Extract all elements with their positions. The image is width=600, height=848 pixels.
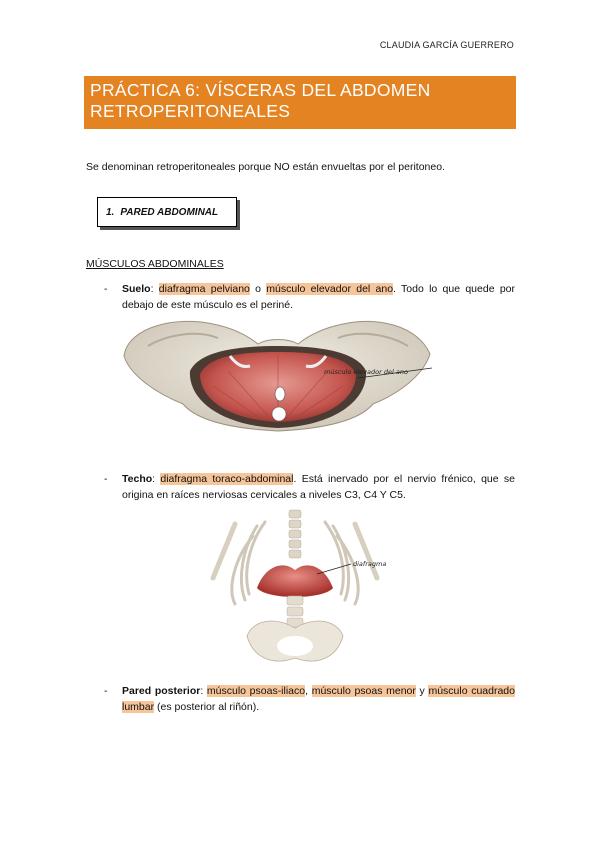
bullet-term: Pared posterior [122, 685, 201, 697]
section-number: 1. [106, 206, 115, 218]
separator: , [305, 685, 312, 697]
page-title-line-1: PRÁCTICA 6: VÍSCERAS DEL ABDOMEN [90, 80, 431, 100]
diaphragm-figure [205, 508, 405, 668]
connector: y [415, 685, 429, 697]
highlight: músculo psoas-iliaco [206, 685, 306, 697]
highlight: músculo cuadrado lumbar [122, 685, 515, 713]
bullet-rest: . Todo lo que quede por debajo de este músculo es el periné. [122, 283, 515, 311]
highlight: músculo elevador del ano [266, 283, 394, 295]
separator: : [200, 685, 207, 697]
title-band [84, 76, 516, 129]
bullet-term: Techo [122, 473, 153, 485]
bullet-rest: (es posterior al riñón). [154, 701, 260, 713]
highlight: diafragma toraco-abdominal [160, 473, 294, 485]
highlight: músculo psoas menor [311, 685, 416, 697]
bullet-rest: . Está inervado por el nervio frénico, que se origina en raíces nerviosas cervicales a niveles C3, C4 Y C5. [122, 473, 515, 501]
subheading: MÚSCULOS ABDOMINALES [86, 258, 224, 270]
intro-paragraph: Se denominan retroperitoneales porque NO están envueltas por el peritoneo. [86, 161, 445, 173]
bullet-dash: - [104, 283, 108, 295]
highlight: diafragma pelviano [158, 283, 250, 295]
pelvic-floor-figure [118, 316, 438, 436]
page-title-line-2: RETROPERITONEALES [90, 101, 291, 121]
separator: : [152, 473, 161, 485]
author-name: CLAUDIA GARCÍA GUERRERO [379, 40, 514, 50]
section-label: PARED ABDOMINAL [120, 206, 219, 218]
section-heading [97, 197, 237, 227]
bullet-text [122, 281, 515, 313]
bullet-dash: - [104, 685, 108, 697]
bullet-term: Suelo [122, 283, 151, 295]
bullet-text [122, 683, 515, 715]
separator: : [150, 283, 159, 295]
connector: o [249, 283, 267, 295]
pelvis-annotation: músculo elevador del ano [324, 368, 408, 376]
bullet-dash: - [104, 473, 108, 485]
thorax-annotation: diafragma [353, 560, 387, 568]
bullet-text [122, 471, 515, 503]
